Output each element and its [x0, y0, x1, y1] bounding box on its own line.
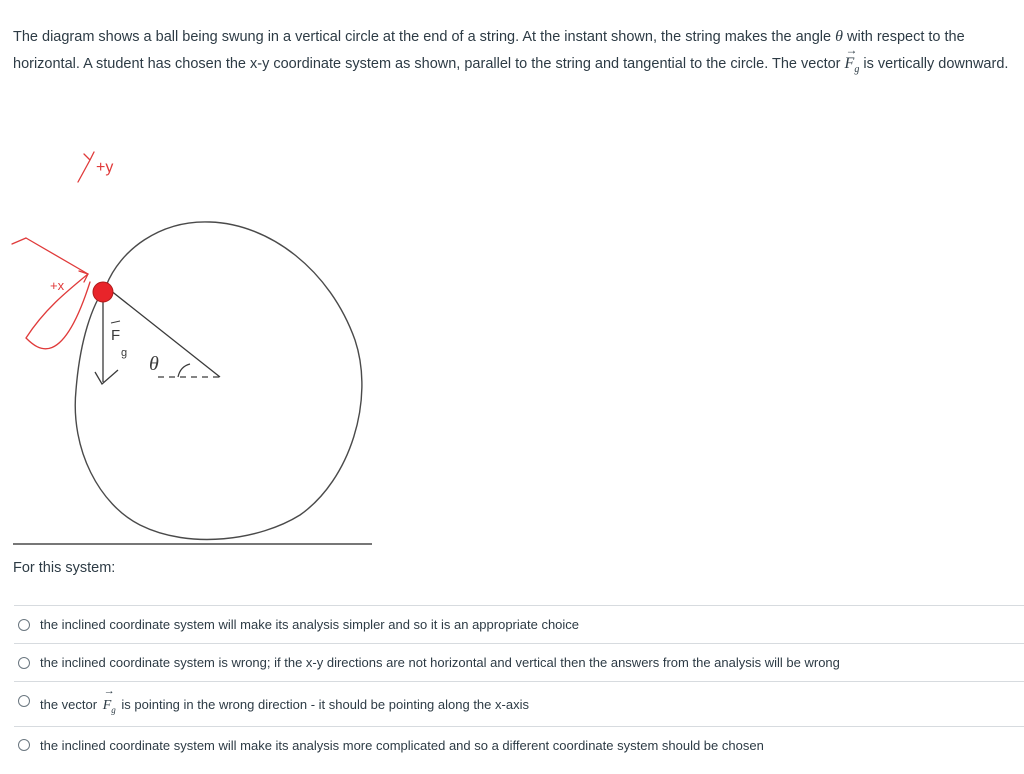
vector-subscript: g	[111, 704, 116, 715]
answer-text	[40, 685, 529, 715]
angle-arc	[178, 364, 190, 377]
for-system-label: For this system:	[13, 560, 116, 576]
radio-button[interactable]	[18, 619, 30, 631]
coordinate-axes-sketch	[12, 152, 94, 349]
answer-list	[14, 605, 1024, 763]
vector-arrow: →	[103, 685, 115, 698]
y-axis-bend	[12, 238, 26, 244]
y-axis-arrowhead	[78, 152, 94, 182]
radio-button[interactable]	[18, 695, 30, 707]
vector-letter: F	[102, 698, 112, 714]
vector-letter: F	[844, 54, 855, 72]
answer-text: the inclined coordinate system is wrong; if the x-y directions are not horizontal and vertical then the answers from the analysis will be wrong	[40, 655, 840, 670]
fg-vector-symbol	[102, 685, 116, 715]
plus-y-label: +y	[96, 159, 114, 176]
question-text	[13, 24, 1021, 83]
radio-button[interactable]	[18, 739, 30, 751]
radio-button[interactable]	[18, 657, 30, 669]
answer-option[interactable]	[14, 726, 1024, 763]
fg-overarrow	[111, 321, 120, 323]
question-part-2: with respect to the horizontal. A student has chosen the x-y coordinate system as shown, parallel to the string and tangential to the circle. The vector	[13, 29, 965, 72]
circle-path	[75, 222, 362, 540]
circle-diagram	[10, 140, 380, 550]
plus-x-label: +x	[50, 278, 65, 293]
question-part-1: The diagram shows a ball being swung in a vertical circle at the end of a string. At the instant shown, the string makes the angle	[13, 29, 836, 45]
answer-text-post: is pointing in the wrong direction - it should be pointing along the x-axis	[117, 697, 529, 713]
vector-subscript: g	[854, 63, 860, 75]
vector-arrow: →	[845, 42, 858, 57]
question-part-3: is vertically downward.	[859, 55, 1009, 72]
ball	[93, 282, 113, 302]
answer-text-pre: the vector	[40, 697, 101, 713]
string-line	[110, 290, 220, 377]
answer-option[interactable]	[14, 643, 1024, 681]
fg-label: F	[111, 327, 121, 344]
theta-symbol: θ	[835, 28, 843, 45]
fg-subscript: g	[121, 347, 128, 359]
answer-text: the inclined coordinate system will make its analysis simpler and so it is an appropriate choice	[40, 617, 580, 632]
answer-option[interactable]	[14, 681, 1024, 726]
y-axis-upper-line	[26, 238, 88, 274]
fg-vector-symbol	[844, 42, 860, 84]
answer-text: the inclined coordinate system will make its analysis more complicated and so a different coordinate system should be chosen	[40, 737, 764, 753]
answer-option[interactable]	[14, 605, 1024, 643]
theta-label: θ	[149, 353, 159, 375]
